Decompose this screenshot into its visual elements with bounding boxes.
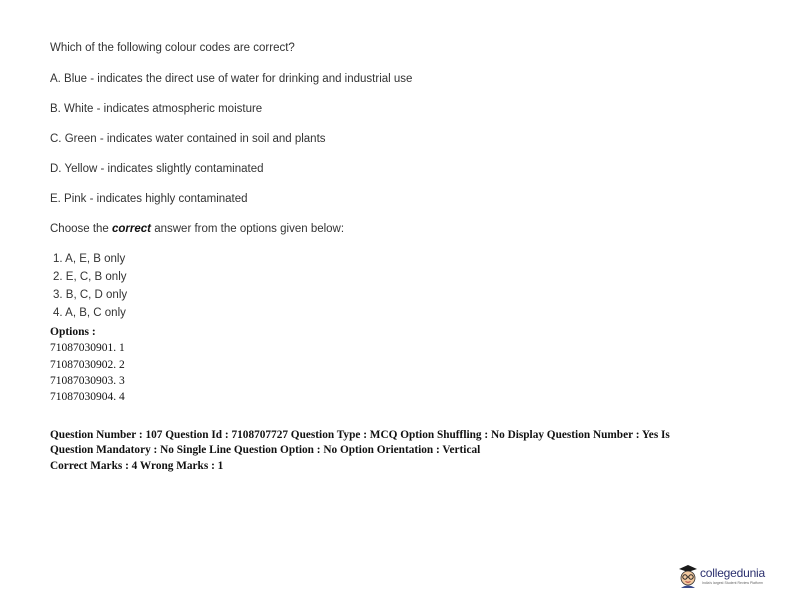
question-stem: Which of the following colour codes are correct?: [50, 42, 295, 54]
instruction-emphasis: correct: [112, 223, 152, 235]
instruction: [50, 223, 344, 235]
statement-c: C. Green - indicates water contained in soil and plants: [50, 133, 326, 145]
statement-a: A. Blue - indicates the direct use of water for drinking and industrial use: [50, 73, 413, 85]
student-mascot-icon: [676, 563, 700, 589]
question-meta-line-3: Correct Marks : 4 Wrong Marks : 1: [50, 460, 224, 472]
answer-choice-2: 2. E, C, B only: [53, 271, 127, 283]
option-item-4: 71087030904. 4: [50, 391, 125, 403]
logo-brand-text: collegedunia: [700, 566, 765, 580]
option-item-1: 71087030901. 1: [50, 342, 125, 354]
question-meta-line-1: Question Number : 107 Question Id : 7108707727 Question Type : MCQ Option Shuffling : No Display Question Number : Yes Is: [50, 429, 670, 441]
statement-b: B. White - indicates atmospheric moisture: [50, 103, 263, 115]
instruction-suffix: answer from the options given below:: [151, 223, 345, 235]
collegedunia-logo: [676, 563, 776, 591]
instruction-prefix: Choose the: [50, 223, 113, 235]
answer-choice-3: 3. B, C, D only: [53, 289, 128, 301]
options-heading: Options :: [50, 326, 96, 338]
option-item-2: 71087030902. 2: [50, 359, 125, 371]
answer-choice-4: 4. A, B, C only: [53, 307, 126, 319]
option-item-3: 71087030903. 3: [50, 375, 125, 387]
statement-e: E. Pink - indicates highly contaminated: [50, 193, 248, 205]
question-meta-line-2: Question Mandatory : No Single Line Question Option : No Option Orientation : Vertical: [50, 444, 481, 456]
answer-choice-1: 1. A, E, B only: [53, 253, 126, 265]
statement-d: D. Yellow - indicates slightly contaminated: [50, 163, 264, 175]
logo-tagline: India's largest Student Review Platform: [702, 581, 763, 585]
